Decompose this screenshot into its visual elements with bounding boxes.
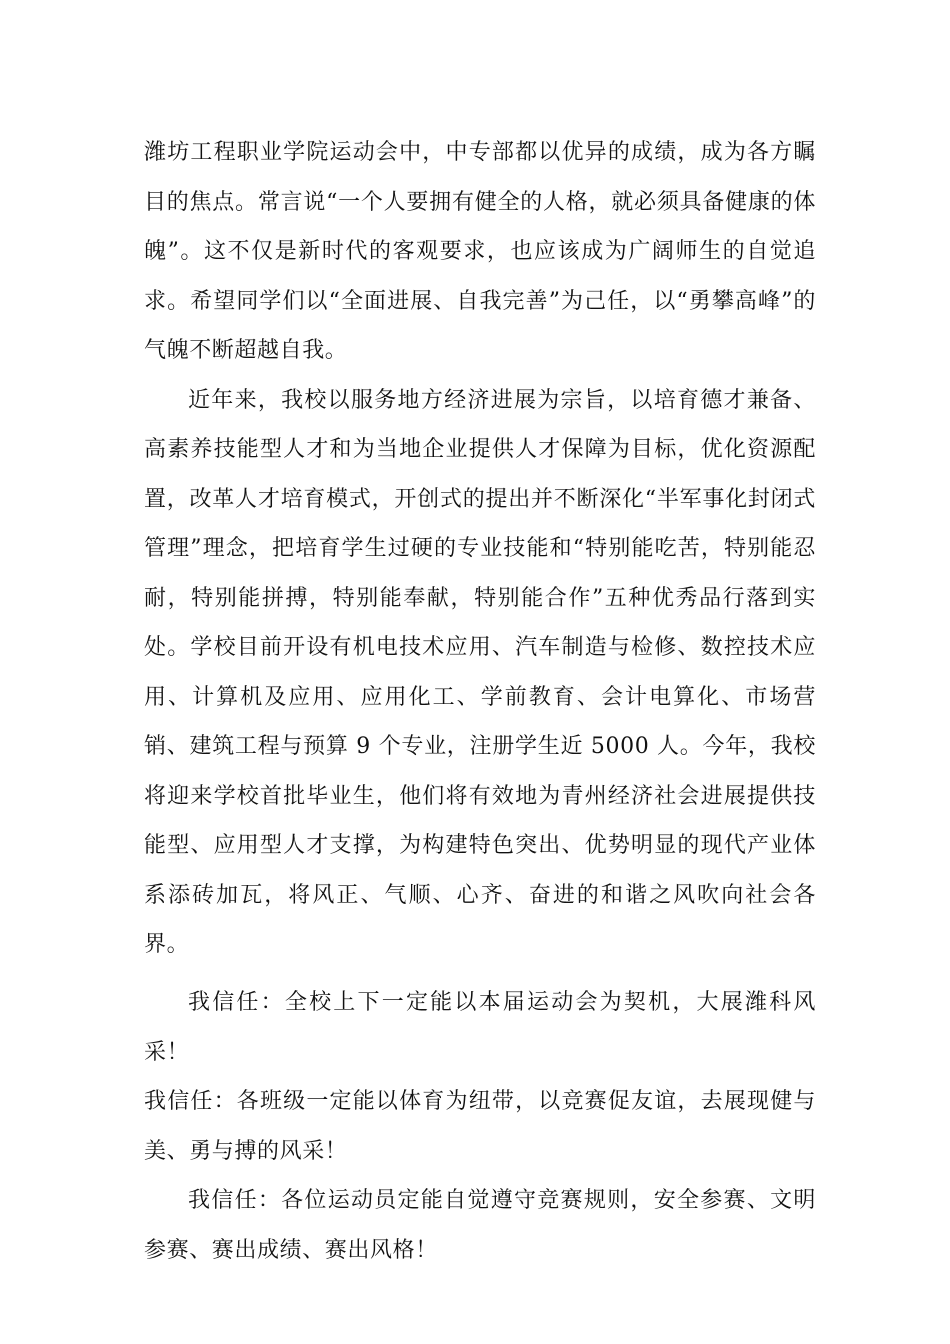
body-text-top xyxy=(144,128,816,970)
paragraph-sports-meet: 潍坊工程职业学院运动会中，中专部都以优异的成绩，成为各方瞩目的焦点。常言说“一个人要拥有健全的人格，就必须具备健康的体魄”。这不仅是新时代的客观要求，也应该成为广阔师生的自觉追求。希望同学们以“全面进展、自我完善”为己任，以“勇攀高峰”的气魄不断超越自我。 xyxy=(144,140,816,363)
paragraph-belief-school: 我信任：全校上下一定能以本届运动会为契机，大展潍科风采！ xyxy=(144,990,816,1065)
body-text-bottom xyxy=(144,978,816,1275)
paragraph-belief-classes: 我信任：各班级一定能以体育为纽带，以竞赛促友谊，去展现健与美、勇与搏的风采！ xyxy=(144,1089,816,1164)
paragraph-school-overview: 近年来，我校以服务地方经济进展为宗旨，以培育德才兼备、高素养技能型人才和为当地企业提供人才保障为目标，优化资源配置，改革人才培育模式，开创式的提出并不断深化“半军事化封闭式管理”理念，把培育学生过硬的专业技能和“特别能吃苦，特别能忍耐，特别能拼搏，特别能奉献，特别能合作”五种优秀品行落到实处。学校目前开设有机电技术应用、汽车制造与检修、数控技术应用、计算机及应用、应用化工、学前教育、会计电算化、市场营销、建筑工程与预算 9 个专业，注册学生近 5000 人。今年，我校将迎来学校首批毕业生，他们将有效地为青州经济社会进展提供技能型、应用型人才支撑，为构建特色突出、优势明显的现代产业体系添砖加瓦，将风正、气顺、心齐、奋进的和谐之风吹向社会各界。 xyxy=(144,387,816,957)
paragraph-belief-athletes: 我信任：各位运动员定能自觉遵守竞赛规则，安全参赛、文明参赛、赛出成绩、赛出风格！ xyxy=(144,1188,816,1263)
